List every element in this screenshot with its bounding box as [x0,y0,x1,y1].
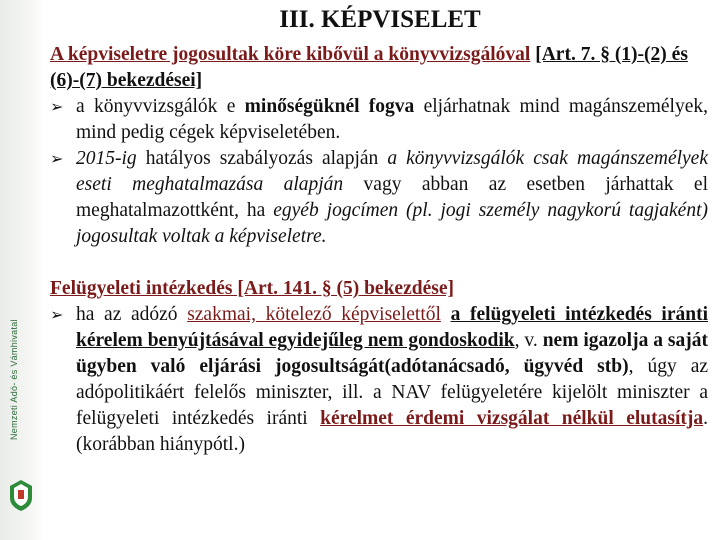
bullet-text: eljárhatnak mind magánszemélyek, mind pedig cégek képviseletében. [76,96,708,143]
bullet-text-underlined-red: szakmai, kötelező képviselettől [187,304,441,325]
bullet-text-italic: a könyvvizsgálók csak magánszemélyek eseti meghatalmazása alapján [76,148,708,195]
bullet-text [441,304,451,325]
bullet-text: vagy abban az esetben járhattak el meghatalmazottként, ha [76,174,708,221]
arrow-bullet-icon: ➢ [50,305,64,324]
bullet-item [50,94,708,146]
spacer [50,250,708,276]
sidebar-text: Nemzeti Adó- és Vámhivatal [9,319,19,440]
nav-logo-icon [8,478,34,512]
sidebar-strip [0,0,44,540]
bullet-text: hatályos szabályozás alapján [136,148,388,169]
bullet-text: ha az adózó [76,304,188,325]
bullet-text: , úgy az adópolitikáért felelős miniszter, ill. a NAV felügyeletére kijelölt miniszter a felügyeleti intézkedés iránti [76,356,708,429]
bullet-text-underlined-red: kérelmet érdemi vizsgálat nélkül elutasítja [320,408,704,429]
arrow-bullet-icon: ➢ [50,97,64,116]
bullet-text: a könyvvizsgálók e [76,96,245,117]
slide-content [50,42,708,458]
section2-heading: Felügyeleti intézkedés [Art. 141. § (5) bekezdése] [50,278,454,299]
arrow-bullet-icon: ➢ [50,149,64,168]
page-title: III. KÉPVISELET [279,6,481,33]
bullet-text-italic: 2015-ig [76,148,137,169]
section1-heading-ref: [Art. 7. § (1)-(2) és (6)-(7) bekezdései] [50,44,688,91]
bullet-text-bold: nem igazolja a saját ügyben való eljárási jogosultságát(adótanácsadó, ügyvéd stb) [76,330,709,377]
bullet-item [50,146,708,250]
bullet-text-italic: egyéb jogcímen (pl. jogi személy nagykorú tagjaként) jogosultak voltak a képviseletre. [76,200,708,247]
section1-heading-main: A képviseletre jogosultak köre kibővül a könyvvizsgálóval [50,44,531,65]
bullet-text-underlined-bold: a felügyeleti intézkedés iránti kérelem benyújtásával egyidejűleg nem gondoskodik [76,304,708,351]
bullet-text: .(korábban hiánypótl.) [76,408,708,455]
bullet-text: , v. [514,330,543,351]
bullet-text-bold: minőségüknél fogva [244,96,415,117]
section1-heading [50,42,708,94]
bullet-item [50,302,708,458]
